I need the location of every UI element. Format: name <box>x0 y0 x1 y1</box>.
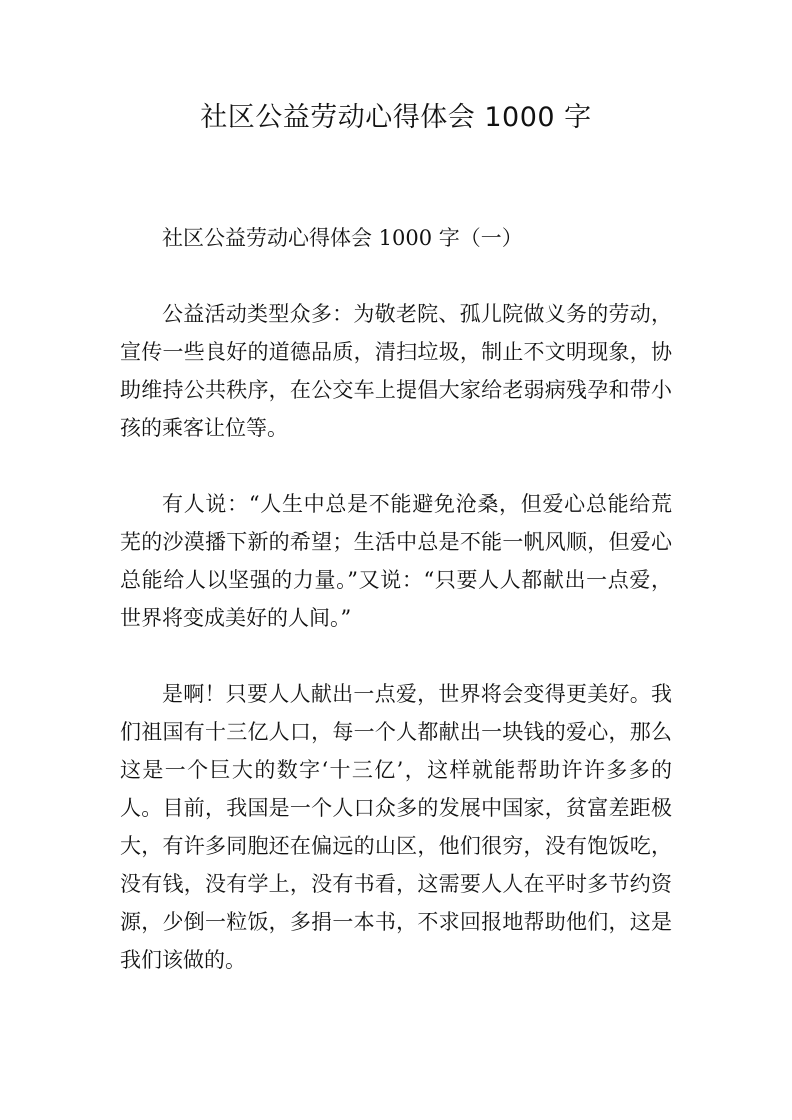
document-body <box>120 219 672 1017</box>
paragraph-3: 是啊！只要人人献出一点爱，世界将会变得更美好。我们祖国有十三亿人口，每一个人都献出一块钱的爱心，那么这是一个巨大的数字‘十三亿’，这样就能帮助许许多多的人。目前，我国是一个人口众多的发展中国家，贫富差距极大，有许多同胞还在偏远的山区，他们很穷，没有饱饭吃，没有钱，没有学上，没有书看，这需要人人在平时多节约资源，少倒一粒饭，多捐一本书，不求回报地帮助他们，这是我们该做的。 <box>120 682 672 972</box>
paragraph-1: 公益活动类型众多：为敬老院、孤儿院做义务的劳动，宣传一些良好的道德品质，清扫垃圾，制止不文明现象，协助维持公共秩序，在公交车上提倡大家给老弱病残孕和带小孩的乘客让位等。 <box>120 302 672 440</box>
paragraph-2: 有人说：“人生中总是不能避免沧桑，但爱心总能给荒芜的沙漠播下新的希望；生活中总是不能一帆风顺，但爱心总能给人以坚强的力量。”又说：“只要人人都献出一点爱，世界将变成美好的人间。” <box>120 492 672 630</box>
section-subtitle: 社区公益劳动心得体会 1000 字（一） <box>162 226 523 250</box>
document-title: 社区公益劳动心得体会 1000 字 <box>200 102 592 133</box>
